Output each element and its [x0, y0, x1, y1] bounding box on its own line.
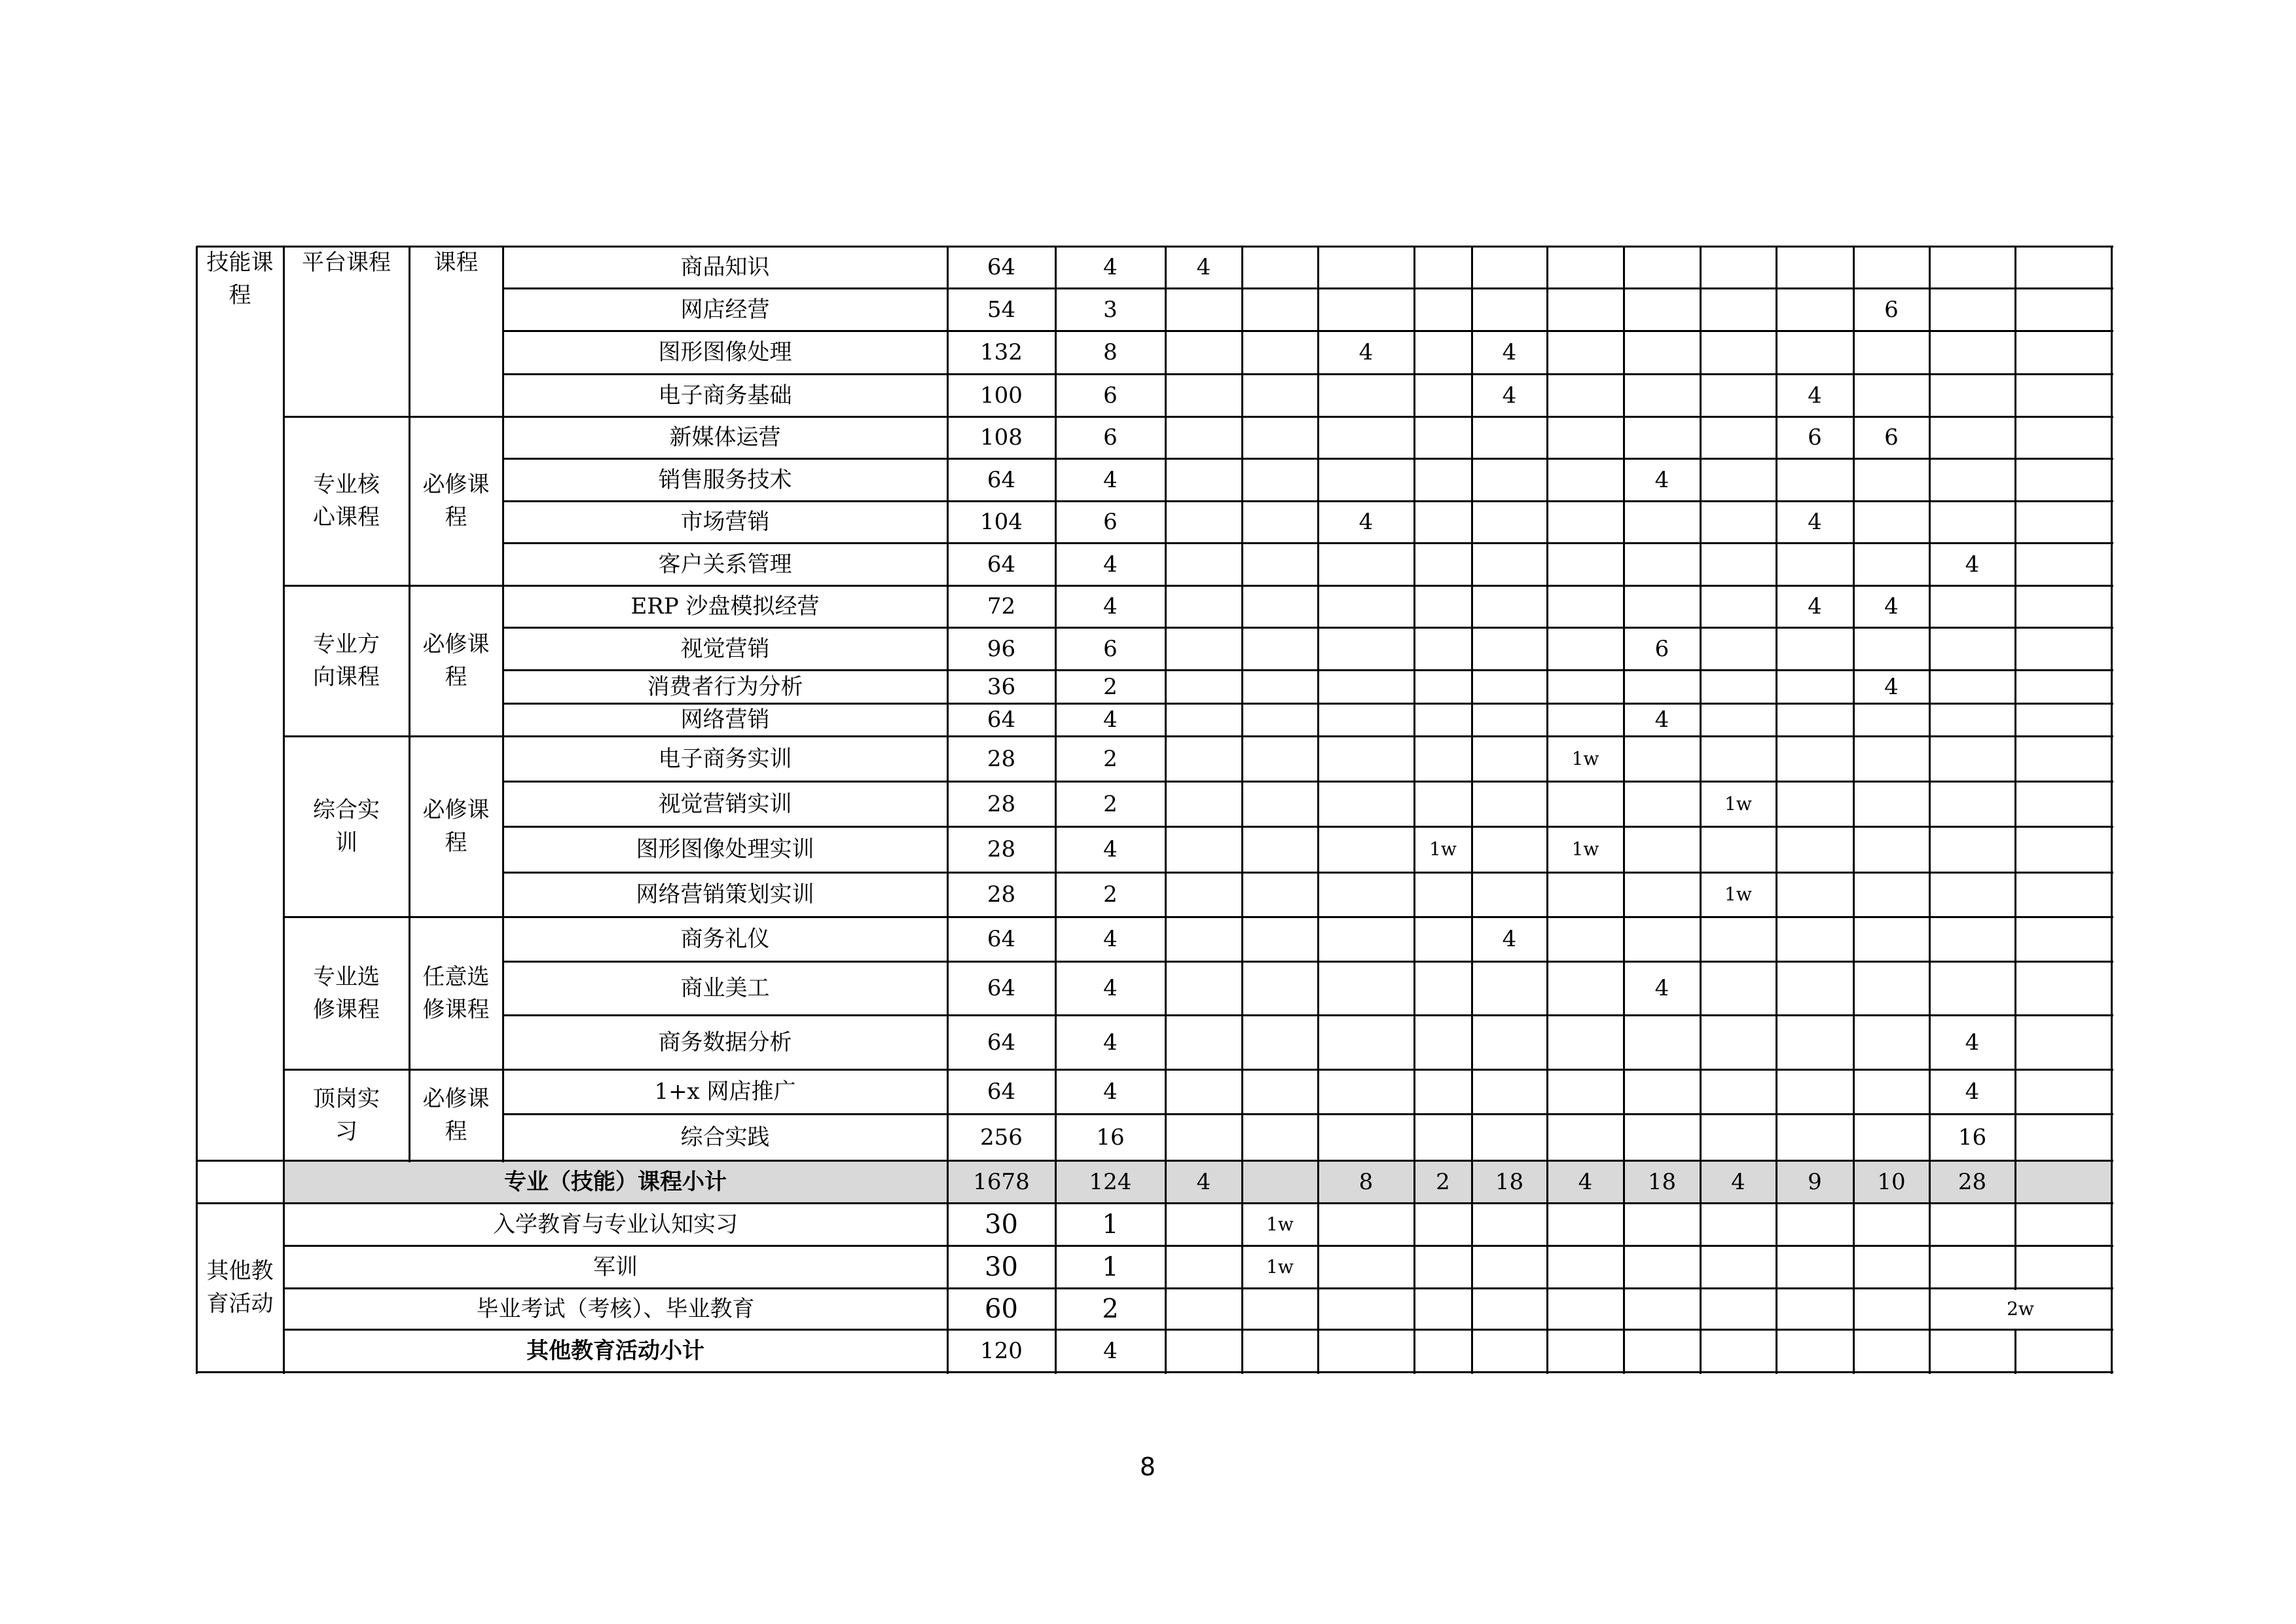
- course-credits: 4: [1103, 593, 1118, 619]
- term-cell: 6: [1654, 635, 1669, 662]
- table-rule: [1413, 246, 1415, 1374]
- term-cell: 4: [1502, 382, 1517, 409]
- course-hours: 100: [980, 382, 1023, 409]
- term-cell: 4: [1358, 339, 1374, 365]
- course-hours: 64: [987, 926, 1016, 952]
- course-name: 网络营销: [680, 707, 770, 733]
- course-hours: 36: [987, 673, 1016, 700]
- other-activity-credits: 1: [1102, 1251, 1119, 1282]
- term-cell: 4: [1654, 466, 1669, 493]
- page-number: 8: [1139, 1452, 1156, 1481]
- term-cell: 4: [1808, 593, 1822, 619]
- table-rule: [196, 246, 198, 1374]
- subtotal-credits: 124: [1089, 1168, 1132, 1195]
- subtotal-term-cell: 2: [1436, 1168, 1450, 1195]
- term-cell: 6: [1884, 296, 1899, 323]
- course-credits: 2: [1103, 881, 1118, 908]
- other-subtotal-hours: 120: [980, 1337, 1023, 1364]
- course-credits: 2: [1103, 745, 1118, 772]
- term-cell: 1w: [1429, 838, 1457, 860]
- course-name: 图形图像处理实训: [636, 836, 814, 862]
- course-credits: 6: [1103, 382, 1118, 409]
- term-cell: 4: [1965, 1079, 1980, 1105]
- other-activity-name: 入学教育与专业认知实习: [493, 1211, 738, 1238]
- course-hours: 64: [987, 254, 1016, 280]
- other-activity-credits: 2: [1102, 1293, 1119, 1324]
- term-cell: 16: [1958, 1124, 1987, 1151]
- course-credits: 4: [1103, 975, 1118, 1001]
- section-group-label: 顶岗实习: [313, 1085, 380, 1145]
- course-credits: 3: [1103, 296, 1118, 323]
- subtotal-term-cell: 4: [1578, 1168, 1593, 1195]
- course-hours: 28: [987, 836, 1016, 862]
- course-name: 商业美工: [680, 975, 770, 1001]
- category-label: 技能课程: [206, 249, 274, 308]
- subtotal-term-cell: 4: [1196, 1168, 1211, 1195]
- other-activity-hours: 60: [985, 1293, 1018, 1324]
- course-credits: 4: [1103, 551, 1118, 578]
- subtotal-label: 专业（技能）课程小计: [504, 1168, 727, 1195]
- other-term-cell: 1w: [1266, 1255, 1294, 1278]
- course-credits: 6: [1103, 635, 1118, 662]
- course-name: 商品知识: [680, 254, 770, 280]
- term-cell: 4: [1808, 382, 1822, 409]
- course-credits: 4: [1103, 836, 1118, 862]
- course-name: 网络营销策划实训: [636, 881, 814, 908]
- other-term-cell: 2w: [2007, 1297, 2034, 1320]
- course-name: 市场营销: [680, 509, 770, 535]
- course-hours: 28: [987, 745, 1016, 772]
- subtotal-term-cell: 4: [1731, 1168, 1745, 1195]
- course-name: 视觉营销实训: [658, 790, 792, 817]
- course-hours: 104: [980, 509, 1023, 535]
- subtotal-hours: 1678: [973, 1168, 1030, 1195]
- course-name: 综合实践: [680, 1124, 770, 1151]
- section-type-label: 必修课程: [422, 1085, 490, 1145]
- course-hours: 64: [987, 975, 1016, 1001]
- course-hours: 64: [987, 1079, 1016, 1105]
- term-cell: 6: [1808, 424, 1822, 451]
- other-activity-name: 军训: [593, 1253, 638, 1280]
- term-cell: 4: [1502, 339, 1517, 365]
- course-hours: 28: [987, 790, 1016, 817]
- course-name: ERP 沙盘模拟经营: [630, 593, 820, 619]
- course-hours: 64: [987, 551, 1016, 578]
- course-hours: 256: [980, 1124, 1023, 1151]
- subtotal-term-cell: 10: [1877, 1168, 1906, 1195]
- section-group-label: 专业方向课程: [313, 631, 380, 690]
- subtotal-term-cell: 28: [1958, 1168, 1987, 1195]
- other-category-label: 其他教育活动: [206, 1258, 274, 1317]
- course-hours: 72: [987, 593, 1016, 619]
- subtotal-term-cell: 8: [1358, 1168, 1374, 1195]
- term-cell: 4: [1358, 509, 1374, 535]
- course-credits: 4: [1103, 466, 1118, 493]
- section-type-label: 任意选修课程: [422, 963, 490, 1023]
- term-cell: 1w: [1724, 883, 1752, 905]
- course-name: 商务礼仪: [680, 926, 770, 952]
- course-credits: 4: [1103, 926, 1118, 952]
- course-hours: 96: [987, 635, 1016, 662]
- term-cell: 4: [1884, 593, 1899, 619]
- course-name: 电子商务实训: [658, 745, 792, 772]
- term-cell: 4: [1808, 509, 1822, 535]
- term-cell: 4: [1654, 975, 1669, 1001]
- subtotal-term-cell: 18: [1647, 1168, 1677, 1195]
- course-name: 电子商务基础: [658, 382, 792, 409]
- course-credits: 4: [1103, 254, 1118, 280]
- other-subtotal-label: 其他教育活动小计: [526, 1337, 704, 1364]
- course-name: 新媒体运营: [669, 424, 781, 451]
- course-name: 1+x 网店推广: [654, 1079, 796, 1105]
- course-name: 视觉营销: [680, 635, 770, 662]
- table-rule: [409, 246, 410, 1162]
- course-hours: 54: [987, 296, 1016, 323]
- course-credits: 4: [1103, 1029, 1118, 1056]
- subtotal-term-cell: 9: [1808, 1168, 1822, 1195]
- course-hours: 64: [987, 1029, 1016, 1056]
- term-cell: 1w: [1724, 792, 1752, 815]
- course-name: 商务数据分析: [658, 1029, 792, 1056]
- other-activity-credits: 1: [1102, 1209, 1119, 1240]
- term-cell: 4: [1965, 1029, 1980, 1056]
- course-credits: 6: [1103, 509, 1118, 535]
- term-cell: 4: [1654, 707, 1669, 733]
- table-rule: [1929, 246, 1931, 1374]
- term-cell: 4: [1196, 254, 1211, 280]
- other-term-cell: 1w: [1266, 1213, 1294, 1235]
- term-cell: 1w: [1571, 747, 1599, 769]
- course-hours: 132: [980, 339, 1023, 365]
- other-activity-name: 毕业考试（考核）、毕业教育: [476, 1295, 755, 1322]
- course-hours: 28: [987, 881, 1016, 908]
- term-cell: 4: [1965, 551, 1980, 578]
- course-hours: 64: [987, 466, 1016, 493]
- section-type-label: 必修课程: [422, 797, 490, 856]
- subtotal-term-cell: 18: [1495, 1168, 1524, 1195]
- course-credits: 8: [1103, 339, 1118, 365]
- other-activity-hours: 30: [985, 1209, 1018, 1240]
- course-hours: 64: [987, 707, 1016, 733]
- course-credits: 2: [1103, 673, 1118, 700]
- term-cell: 4: [1502, 926, 1517, 952]
- group-label: 平台课程: [302, 249, 391, 276]
- course-credits: 16: [1096, 1124, 1125, 1151]
- term-cell: 6: [1884, 424, 1899, 451]
- course-name: 图形图像处理: [658, 339, 792, 365]
- course-hours: 108: [980, 424, 1023, 451]
- course-credits: 2: [1103, 790, 1118, 817]
- course-credits: 6: [1103, 424, 1118, 451]
- course-name: 销售服务技术: [658, 466, 792, 493]
- course-name: 客户关系管理: [658, 551, 792, 578]
- course-name: 消费者行为分析: [647, 673, 803, 700]
- type-label: 课程: [433, 249, 479, 276]
- section-group-label: 综合实训: [313, 797, 380, 856]
- table-rule: [1623, 246, 1625, 1374]
- table-rule: [2014, 1329, 2016, 1374]
- other-activity-hours: 30: [985, 1251, 1018, 1282]
- section-group-label: 专业核心课程: [313, 471, 380, 530]
- section-group-label: 专业选修课程: [313, 963, 380, 1023]
- section-type-label: 必修课程: [422, 631, 490, 690]
- term-cell: 1w: [1571, 838, 1599, 860]
- course-name: 网店经营: [680, 296, 770, 323]
- other-subtotal-credits: 4: [1103, 1337, 1118, 1364]
- term-cell: 4: [1884, 673, 1899, 700]
- course-credits: 4: [1103, 707, 1118, 733]
- section-type-label: 必修课程: [422, 471, 490, 530]
- course-credits: 4: [1103, 1079, 1118, 1105]
